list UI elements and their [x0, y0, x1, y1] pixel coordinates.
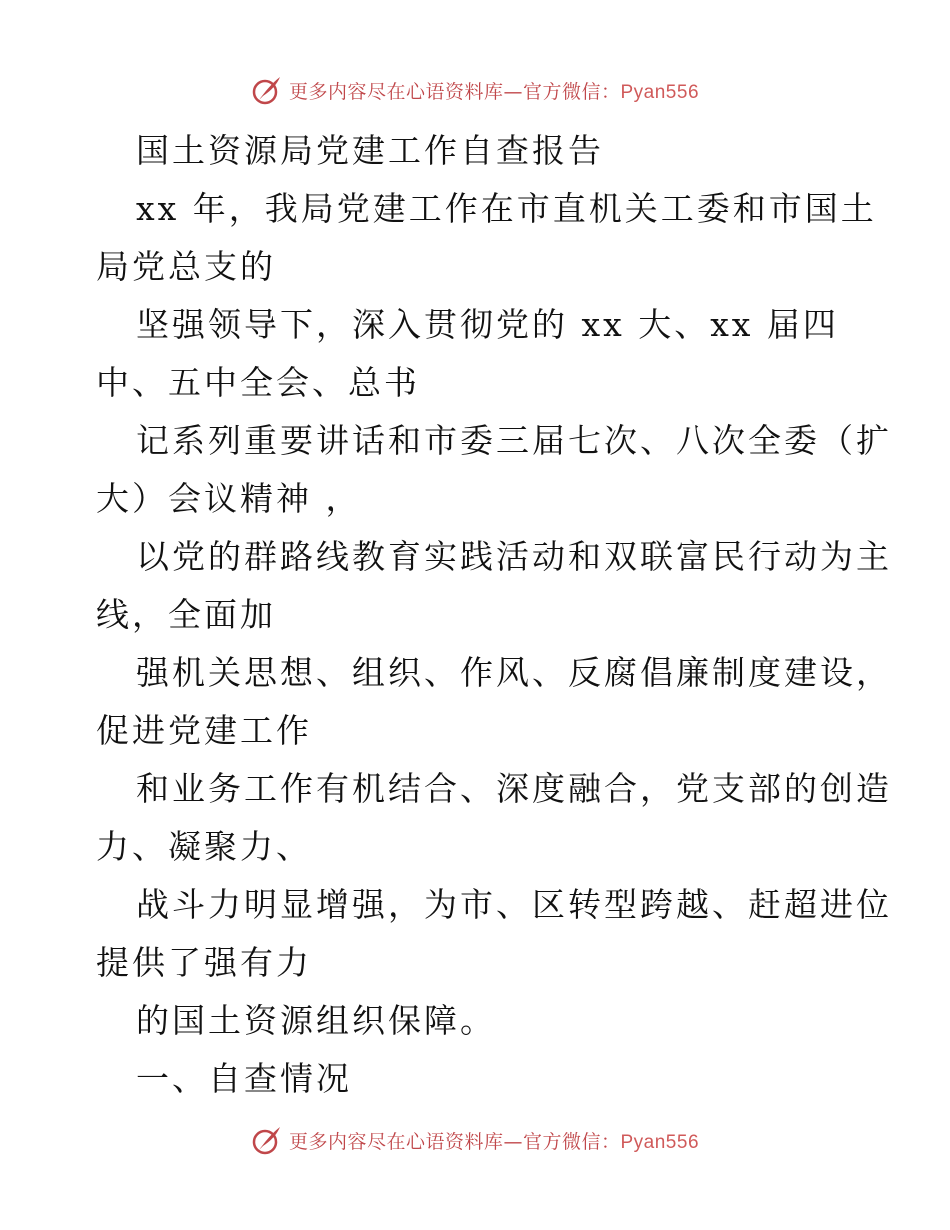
text-line: 以党的群路线教育实践活动和双联富民行动为主 [136, 537, 892, 576]
watermark-wechat-id: Pyan556 [620, 1131, 700, 1153]
watermark-label: 更多内容尽在心语资料库—官方微信： [288, 80, 621, 103]
feather-quill-logo-icon [251, 74, 283, 106]
text-line: 坚强领导下，深入贯彻党的 xx 大、xx 届四 [136, 305, 839, 344]
document-title: 国土资源局党建工作自查报告 [136, 131, 604, 170]
watermark-footer [0, 1120, 950, 1160]
watermark-text [289, 77, 699, 104]
watermark-header [0, 70, 950, 110]
watermark-wechat-id: Pyan556 [620, 81, 700, 103]
text-line: 局党总支的 [96, 247, 276, 286]
text-line: xx 年，我局党建工作在市直机关工委和市国土 [136, 189, 877, 228]
text-line: 力、凝聚力、 [96, 827, 312, 866]
text-line: 中、五中全会、总书 [96, 363, 420, 402]
text-line: 线，全面加 [96, 595, 276, 634]
text-line: 提供了强有力 [96, 943, 312, 982]
text-line: 记系列重要讲话和市委三届七次、八次全委（扩 [136, 421, 892, 460]
text-line: 和业务工作有机结合、深度融合，党支部的创造 [136, 769, 892, 808]
text-line: 强机关思想、组织、作风、反腐倡廉制度建设， [136, 653, 892, 692]
text-line: 一、自查情况 [136, 1059, 352, 1098]
text-line: 大）会议精神 ， [96, 479, 362, 518]
text-line: 的国土资源组织保障。 [136, 1001, 496, 1040]
text-line: 促进党建工作 [96, 711, 312, 750]
watermark-text [289, 1127, 699, 1154]
feather-quill-logo-icon [251, 1124, 283, 1156]
document-body [96, 122, 892, 1108]
watermark-label: 更多内容尽在心语资料库—官方微信： [288, 1130, 621, 1153]
text-line: 战斗力明显增强，为市、区转型跨越、赶超进位 [136, 885, 892, 924]
